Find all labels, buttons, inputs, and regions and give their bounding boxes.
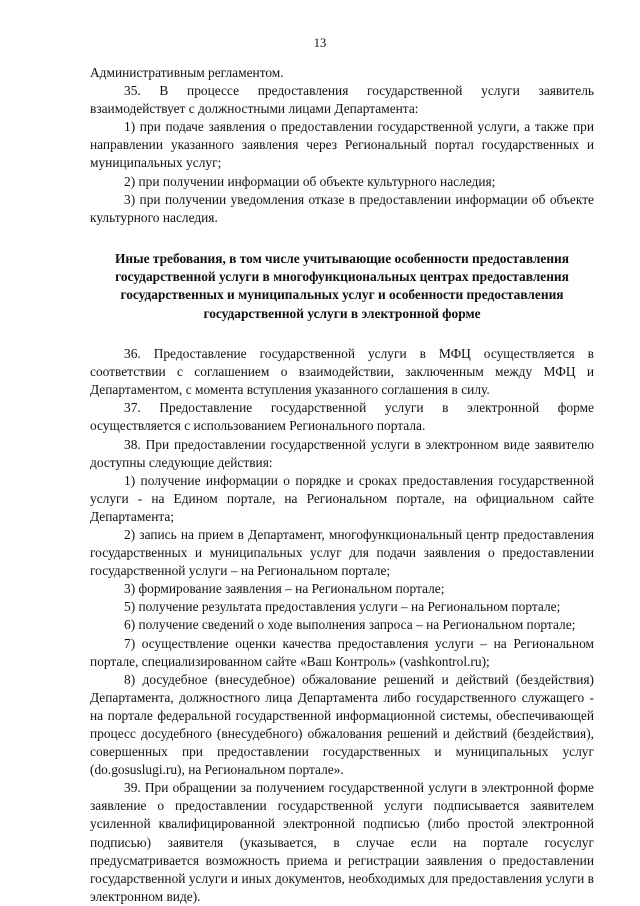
- page-number: 13: [313, 36, 327, 50]
- paragraph: Административным регламентом.: [90, 65, 284, 80]
- paragraphs-top: [90, 64, 594, 227]
- paragraph: 2) запись на прием в Департамент, многофункциональный центр предоставления государственных и муниципальных услуг для подачи заявления о предоставлении государственной услуги – на Региональном портале;: [90, 526, 594, 579]
- paragraph: 2) при получении информации об объекте культурного наследия;: [124, 173, 496, 189]
- paragraph: 8) досудебное (внесудебное) обжалование решений и действий (бездействия) Департамента, должностного лица Департамента либо государственного служащего - на портале федеральной государственной информационной системы, обеспечивающей процесс досудебного (внесудебного) обжалования решений и действий (бездействия), совершенных при предоставлении государственных и муниципальных услуг (do.gosuslugi.ru), на Региональном портале».: [90, 671, 594, 778]
- paragraphs-bottom: [90, 345, 594, 906]
- paragraph: 39. При обращении за получением государственной услуги в электронной форме заявление о предоставлении государственной услуги подписывается заявителем усиленной квалифицированной электронной подписью (либо простой электронной подписью) заявителя (указывается, в случае если на портале госуслуг предусматривается возможность приема и регистрации заявления о предоставлении государственной услуги и иных документов, необходимых для предоставления услуги в электронном виде).: [90, 780, 594, 904]
- paragraph: 6) получение сведений о ходе выполнения запроса – на Региональном портале;: [124, 617, 576, 633]
- paragraph: 37. Предоставление государственной услуги в электронной форме осуществляется с использованием Регионального портала.: [90, 400, 594, 434]
- paragraph: 5) получение результата предоставления услуги – на Региональном портале;: [124, 599, 561, 615]
- paragraph: 1) при подаче заявления о предоставлении государственной услуги, а также при направлении указанного заявления через Региональный портал государственных и муниципальных услуг;: [90, 119, 594, 171]
- document-body: [90, 64, 594, 906]
- paragraph: 3) при получении уведомления отказе в предоставлении информации об объекте культурного наследия.: [90, 191, 594, 225]
- paragraph: 36. Предоставление государственной услуги в МФЦ осуществляется в соответствии с соглашением о взаимодействии, заключенным между МФЦ и Департаментом, с момента вступления указанного соглашения в силу.: [90, 346, 594, 398]
- section-heading: Иные требования, в том числе учитывающие особенности предоставления государственной услуги в многофункциональных центрах предоставления государственных и муниципальных услуг и особенности предоставления государственной услуги в электронной форме: [114, 250, 570, 321]
- paragraph: 38. При предоставлении государственной услуги в электронном виде заявителю доступны следующие действия:: [90, 436, 594, 470]
- paragraph: 1) получение информации о порядке и сроках предоставления государственной услуги - на Едином портале, на Региональном портале, на официальном сайте Департамента;: [90, 472, 594, 524]
- paragraph: 35. В процессе предоставления государственной услуги заявитель взаимодействует с должностными лицами Департамента:: [90, 83, 594, 117]
- paragraph: 3) формирование заявления – на Региональном портале;: [124, 581, 445, 597]
- paragraph: 7) осуществление оценки качества предоставления услуги – на Региональном портале, специализированном сайте «Ваш Контроль» (vashkontrol.ru);: [90, 635, 594, 669]
